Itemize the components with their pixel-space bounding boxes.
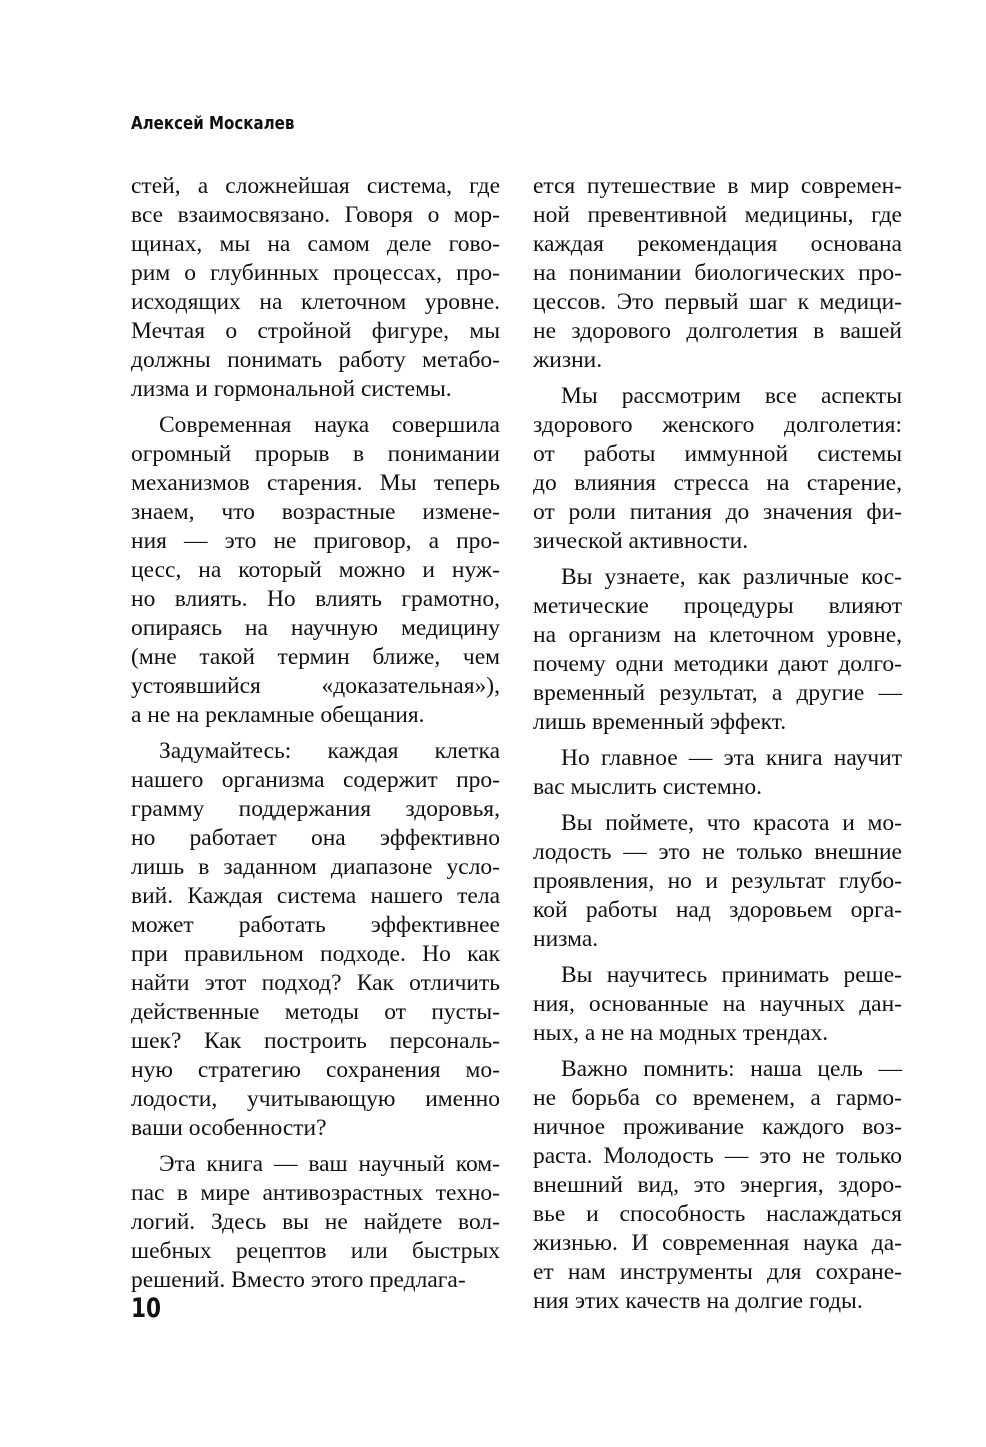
text-line: не здорового долголетия в вашей (533, 318, 902, 344)
text-line: Но главное — эта книга научит (561, 745, 902, 771)
text-line: устоявшийся «доказательная»), (131, 673, 500, 699)
text-line: здорового женского долголетия: (533, 412, 902, 438)
text-line: от работы иммунной системы (533, 441, 902, 467)
text-line: зической активности. (533, 528, 749, 554)
text-line: Вы научитесь принимать реше- (561, 962, 902, 988)
text-line: Вы поймете, что красота и мо- (561, 810, 902, 836)
text-line: шек? Как построить персональ- (131, 1028, 500, 1054)
text-line: но работает она эффективно (131, 825, 500, 851)
text-line: лодость — это не только внешние (533, 839, 902, 865)
text-line: временный результат, а другие — (533, 680, 902, 706)
right-text-column (533, 172, 902, 1316)
text-line: Вы узнаете, как различные кос- (561, 564, 902, 590)
text-line: механизмов старения. Мы теперь (131, 470, 500, 496)
text-line: ния, основанные на научных дан- (533, 991, 902, 1017)
left-text-column (131, 172, 500, 1295)
text-line: каждая рекомендация основана (533, 231, 902, 257)
text-line: ния — это не приговор, а про- (131, 528, 500, 554)
paragraph-gap (131, 730, 500, 737)
text-line: низма. (533, 926, 599, 952)
text-line: Задумайтесь: каждая клетка (159, 738, 500, 764)
text-line: Современная наука совершила (159, 412, 500, 438)
text-line: Мечтая о стройной фигуре, мы (131, 318, 500, 344)
text-line: жизни. (533, 347, 603, 373)
paragraph-gap (533, 954, 902, 961)
paragraph-gap (533, 1048, 902, 1055)
text-line: исходящих на клеточном уровне. (131, 289, 500, 315)
paragraph (533, 382, 902, 556)
text-line: проявления, но и результат глубо- (533, 868, 902, 894)
text-line: на организм на клеточном уровне, (533, 622, 902, 648)
paragraph-gap (131, 404, 500, 411)
text-line: вье и способность наслаждаться (533, 1201, 902, 1227)
text-line: Мы рассмотрим все аспекты (561, 383, 902, 409)
paragraph-gap (533, 737, 902, 744)
text-line: вас мыслить системно. (533, 774, 762, 800)
text-line: щинах, мы на самом деле гово- (131, 231, 500, 257)
text-line: до влияния стресса на старение, (533, 470, 902, 496)
text-line: кой работы над здоровьем орга- (533, 897, 902, 923)
text-line: грамму поддержания здоровья, (131, 796, 500, 822)
text-line: нашего организма содержит про- (131, 767, 500, 793)
text-line: раста. Молодость — это не только (533, 1143, 902, 1169)
text-line: ных, а не на модных трендах. (533, 1020, 829, 1046)
paragraph (533, 563, 902, 737)
text-line: найти этот подход? Как отличить (131, 970, 500, 996)
text-line: ную стратегию сохранения мо- (131, 1057, 500, 1083)
text-line: (мне такой термин ближе, чем (131, 644, 500, 670)
text-line: цесс, на который можно и нуж- (131, 557, 500, 583)
text-line: Эта книга — ваш научный ком- (159, 1151, 500, 1177)
text-line: при правильном подходе. Но как (131, 941, 500, 967)
paragraph-gap (533, 375, 902, 382)
paragraph (131, 411, 500, 730)
text-line: пас в мире антивозрастных техно- (131, 1180, 500, 1206)
running-header-author: Алексей Москалев (131, 114, 295, 134)
text-line: логий. Здесь вы не найдете вол- (131, 1209, 500, 1235)
text-line: должны понимать работу метабо- (131, 347, 500, 373)
text-line: ной превентивной медицины, где (533, 202, 902, 228)
text-line: но влиять. Но влиять грамотно, (131, 586, 500, 612)
text-line: лизма и гормональной системы. (131, 376, 452, 402)
text-line: от роли питания до значения фи- (533, 499, 902, 525)
text-line: ет нам инструменты для сохране- (533, 1259, 902, 1285)
text-line: а не на рекламные обещания. (131, 702, 425, 728)
text-line: Важно помнить: наша цель — (561, 1056, 902, 1082)
paragraph (533, 809, 902, 954)
paragraph (533, 1055, 902, 1316)
paragraph-gap (533, 802, 902, 809)
paragraph (131, 737, 500, 1143)
paragraph-gap (533, 556, 902, 563)
text-line: решений. Вместо этого предлага- (131, 1267, 466, 1293)
text-line: все взаимосвязано. Говоря о мор- (131, 202, 500, 228)
text-line: лишь временный эффект. (533, 709, 787, 735)
text-line: рим о глубинных процессах, про- (131, 260, 500, 286)
text-line: опираясь на научную медицину (131, 615, 500, 641)
text-line: внешний вид, это энергия, здоро- (533, 1172, 902, 1198)
paragraph (533, 744, 902, 802)
paragraph (533, 961, 902, 1048)
text-line: на понимании биологических про- (533, 260, 902, 286)
text-line: метические процедуры влияют (533, 593, 902, 619)
text-line: ется путешествие в мир современ- (533, 173, 902, 199)
text-line: жизнью. И современная наука да- (533, 1230, 902, 1256)
text-line: может работать эффективнее (131, 912, 500, 938)
text-line: почему одни методики дают долго- (533, 651, 902, 677)
text-line: лодости, учитывающую именно (131, 1086, 500, 1112)
text-line: шебных рецептов или быстрых (131, 1238, 500, 1264)
paragraph (131, 1150, 500, 1295)
paragraph-gap (131, 1143, 500, 1150)
text-line: действенные методы от пусты- (131, 999, 500, 1025)
page-number: 10 (131, 1293, 162, 1324)
text-line: цессов. Это первый шаг к медици- (533, 289, 902, 315)
paragraph (533, 172, 902, 375)
text-line: не борьба со временем, а гармо- (533, 1085, 902, 1111)
text-line: огромный прорыв в понимании (131, 441, 500, 467)
text-line: вий. Каждая система нашего тела (131, 883, 500, 909)
text-line: лишь в заданном диапазоне усло- (131, 854, 500, 880)
text-line: знаем, что возрастные измене- (131, 499, 500, 525)
text-line: стей, а сложнейшая система, где (131, 173, 500, 199)
text-line: ничное проживание каждого воз- (533, 1114, 902, 1140)
text-line: ния этих качеств на долгие годы. (533, 1288, 863, 1314)
text-line: ваши особенности? (131, 1115, 327, 1141)
paragraph (131, 172, 500, 404)
